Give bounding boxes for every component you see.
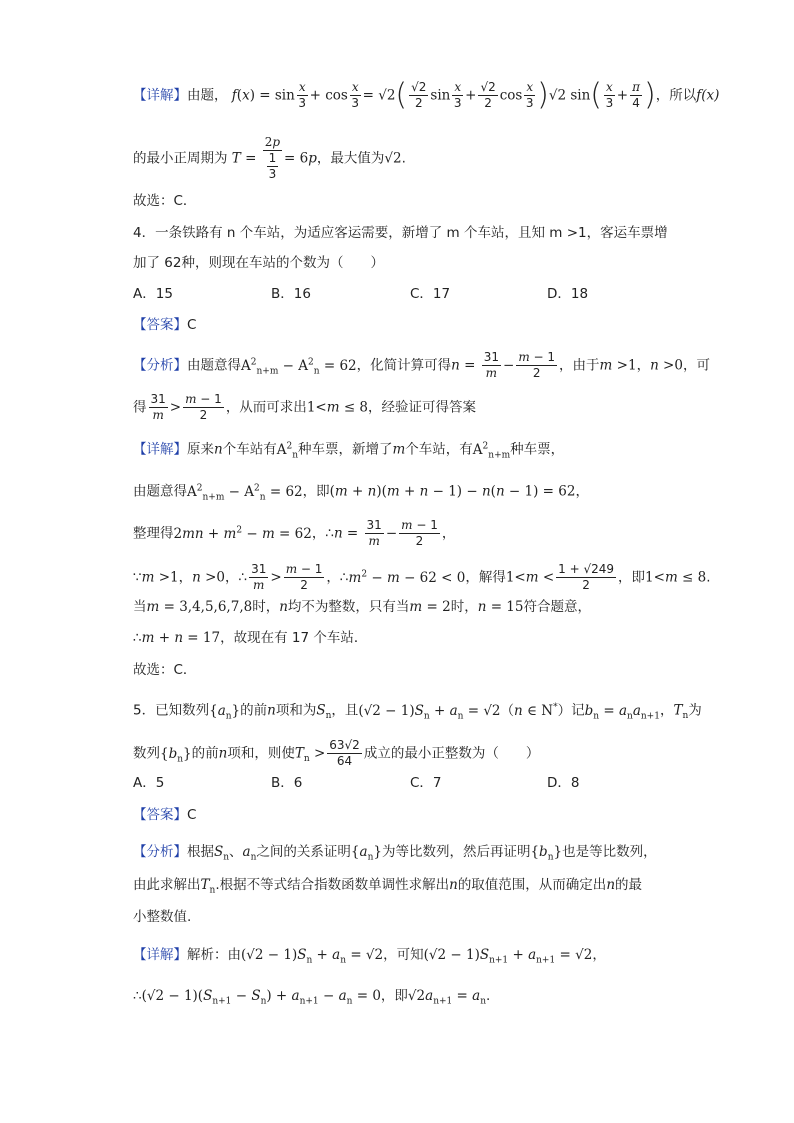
q5-detail-line2: ∴(√2 − $1)(S_{n+1} - S_n) + a_{n+1} - a_n = 0$，即$√2a_{n+1} = a_n$. — [133, 988, 491, 1007]
q4-detail-line3: 整理得$2mn + m^2 - m = 62$，∴n = $\frac{31}{m}$ − $\frac{m - 1}{2}$ ， — [133, 518, 456, 548]
q4-analysis-line2: 得 $\frac{31}{m}$ > $\frac{m - 1}{2}$ ，从而可求出1<m ≤ 8，经验证可得答案 — [133, 392, 477, 422]
q4-option-c: C．17 — [410, 286, 451, 302]
detail-label: 【详解】 — [133, 87, 187, 104]
q3-detail-line1: 【详解】由题， f(x) = sin $\frac{x}{3}$ + cos $\frac{x}{3}$ = √2( $\frac{√2}{2}$ sin $\frac{x}{3}$ + $\frac{√2}{2}$ cos $\frac{x}{3}$ )√2 sin( $\frac{x}{3}$ + $\frac{\pi}{4}$ )，所以f(x) — [133, 77, 720, 113]
q5-detail-line1: 【详解】解析：由$(√2 - 1)S_n + a_n = √2$，可知$(√2 - 1)S_{n+1} + a_{n+1} = √2$， — [133, 947, 606, 966]
q4-detail-line2: 由题意得$A^2_{n+m} - A^2_n = 62$，即(m + n)(m + n − 1) − n(n − 1) = 62， — [133, 483, 589, 503]
q4-option-b: B．16 — [271, 286, 311, 302]
q3-choice: 故选：C． — [133, 193, 197, 209]
q5-stem-line2: 数列$\{b_n\}$的前n项和，则使$T_n$ > $\frac{63√2}{64}$ 成立的最小正整数为（ ） — [133, 738, 540, 768]
q4-answer: 【答案】C — [133, 317, 197, 333]
q4-option-d: D．18 — [547, 286, 589, 302]
q4-option-a: A．15 — [133, 286, 173, 302]
q5-option-c: C．7 — [410, 775, 442, 791]
q4-detail-line4: ∵m >1，n >0，∴ $\frac{31}{m}$ > $\frac{m - 1}{2}$ ，$\therefore m^2 - m - 62 < 0$，解得1<m < $\frac{1 + √249}{2}$ ，即1<m ≤ 8. — [133, 562, 711, 592]
q5-option-b: B．6 — [271, 775, 303, 791]
q5-answer: 【答案】C — [133, 807, 197, 823]
q5-analysis-line3: 小整数值. — [133, 909, 192, 925]
q4-stem-line2: 加了 62种，则现在车站的个数为（ ） — [133, 255, 384, 271]
q4-analysis-line1: 【分析】由题意得$A^2_{n+m} - A^2_n = 62$，化简计算可得n = $\frac{31}{m}$ − $\frac{m - 1}{2}$ ，由于m >1，n >0，可 — [133, 350, 710, 380]
q4-detail-line1: 【详解】原来n个车站有$A^2_n$种车票，新增了m个车站，有$A^2_{n+m}$种车票， — [133, 441, 565, 461]
q4-choice: 故选：C． — [133, 662, 197, 678]
q5-stem-line1: 5．已知数列$\{a_n\}$的前n项和为$S_n$，且$(√2 - 1)S_n + a_n = √2(n$ ∈ N*）记$b_n = a_na_{n+1}$，$T_n$为 — [133, 702, 702, 722]
q5-analysis-line2: 由此求解出$T_n$.根据不等式结合指数函数单调性求解出n的取值范围，从而确定出n的最 — [133, 877, 643, 896]
q5-option-a: A．5 — [133, 775, 165, 791]
q4-stem-line1: 4．一条铁路有 n 个车站，为适应客运需要，新增了 m 个车站，且知 m >1，客运车票增 — [133, 225, 668, 241]
q3-detail-line2: 的最小正周期为 T = $\frac{2p}{\frac{1}{3}}$ = 6p，最大值为√2. — [133, 135, 406, 181]
q5-analysis-line1: 【分析】根据$S_n$、$a_n$之间的关系证明$\{a_n\}$为等比数列，然后再证明$\{b_n\}$也是等比数列， — [133, 844, 657, 863]
q5-option-d: D．8 — [547, 775, 580, 791]
q4-detail-line5: 当m = 3,4,5,6,7,8时，n均不为整数，只有当m = 2时，n = 15符合题意， — [133, 599, 591, 615]
q4-detail-line6: ∴m + n = 17，故现在有 17 个车站． — [133, 630, 368, 646]
